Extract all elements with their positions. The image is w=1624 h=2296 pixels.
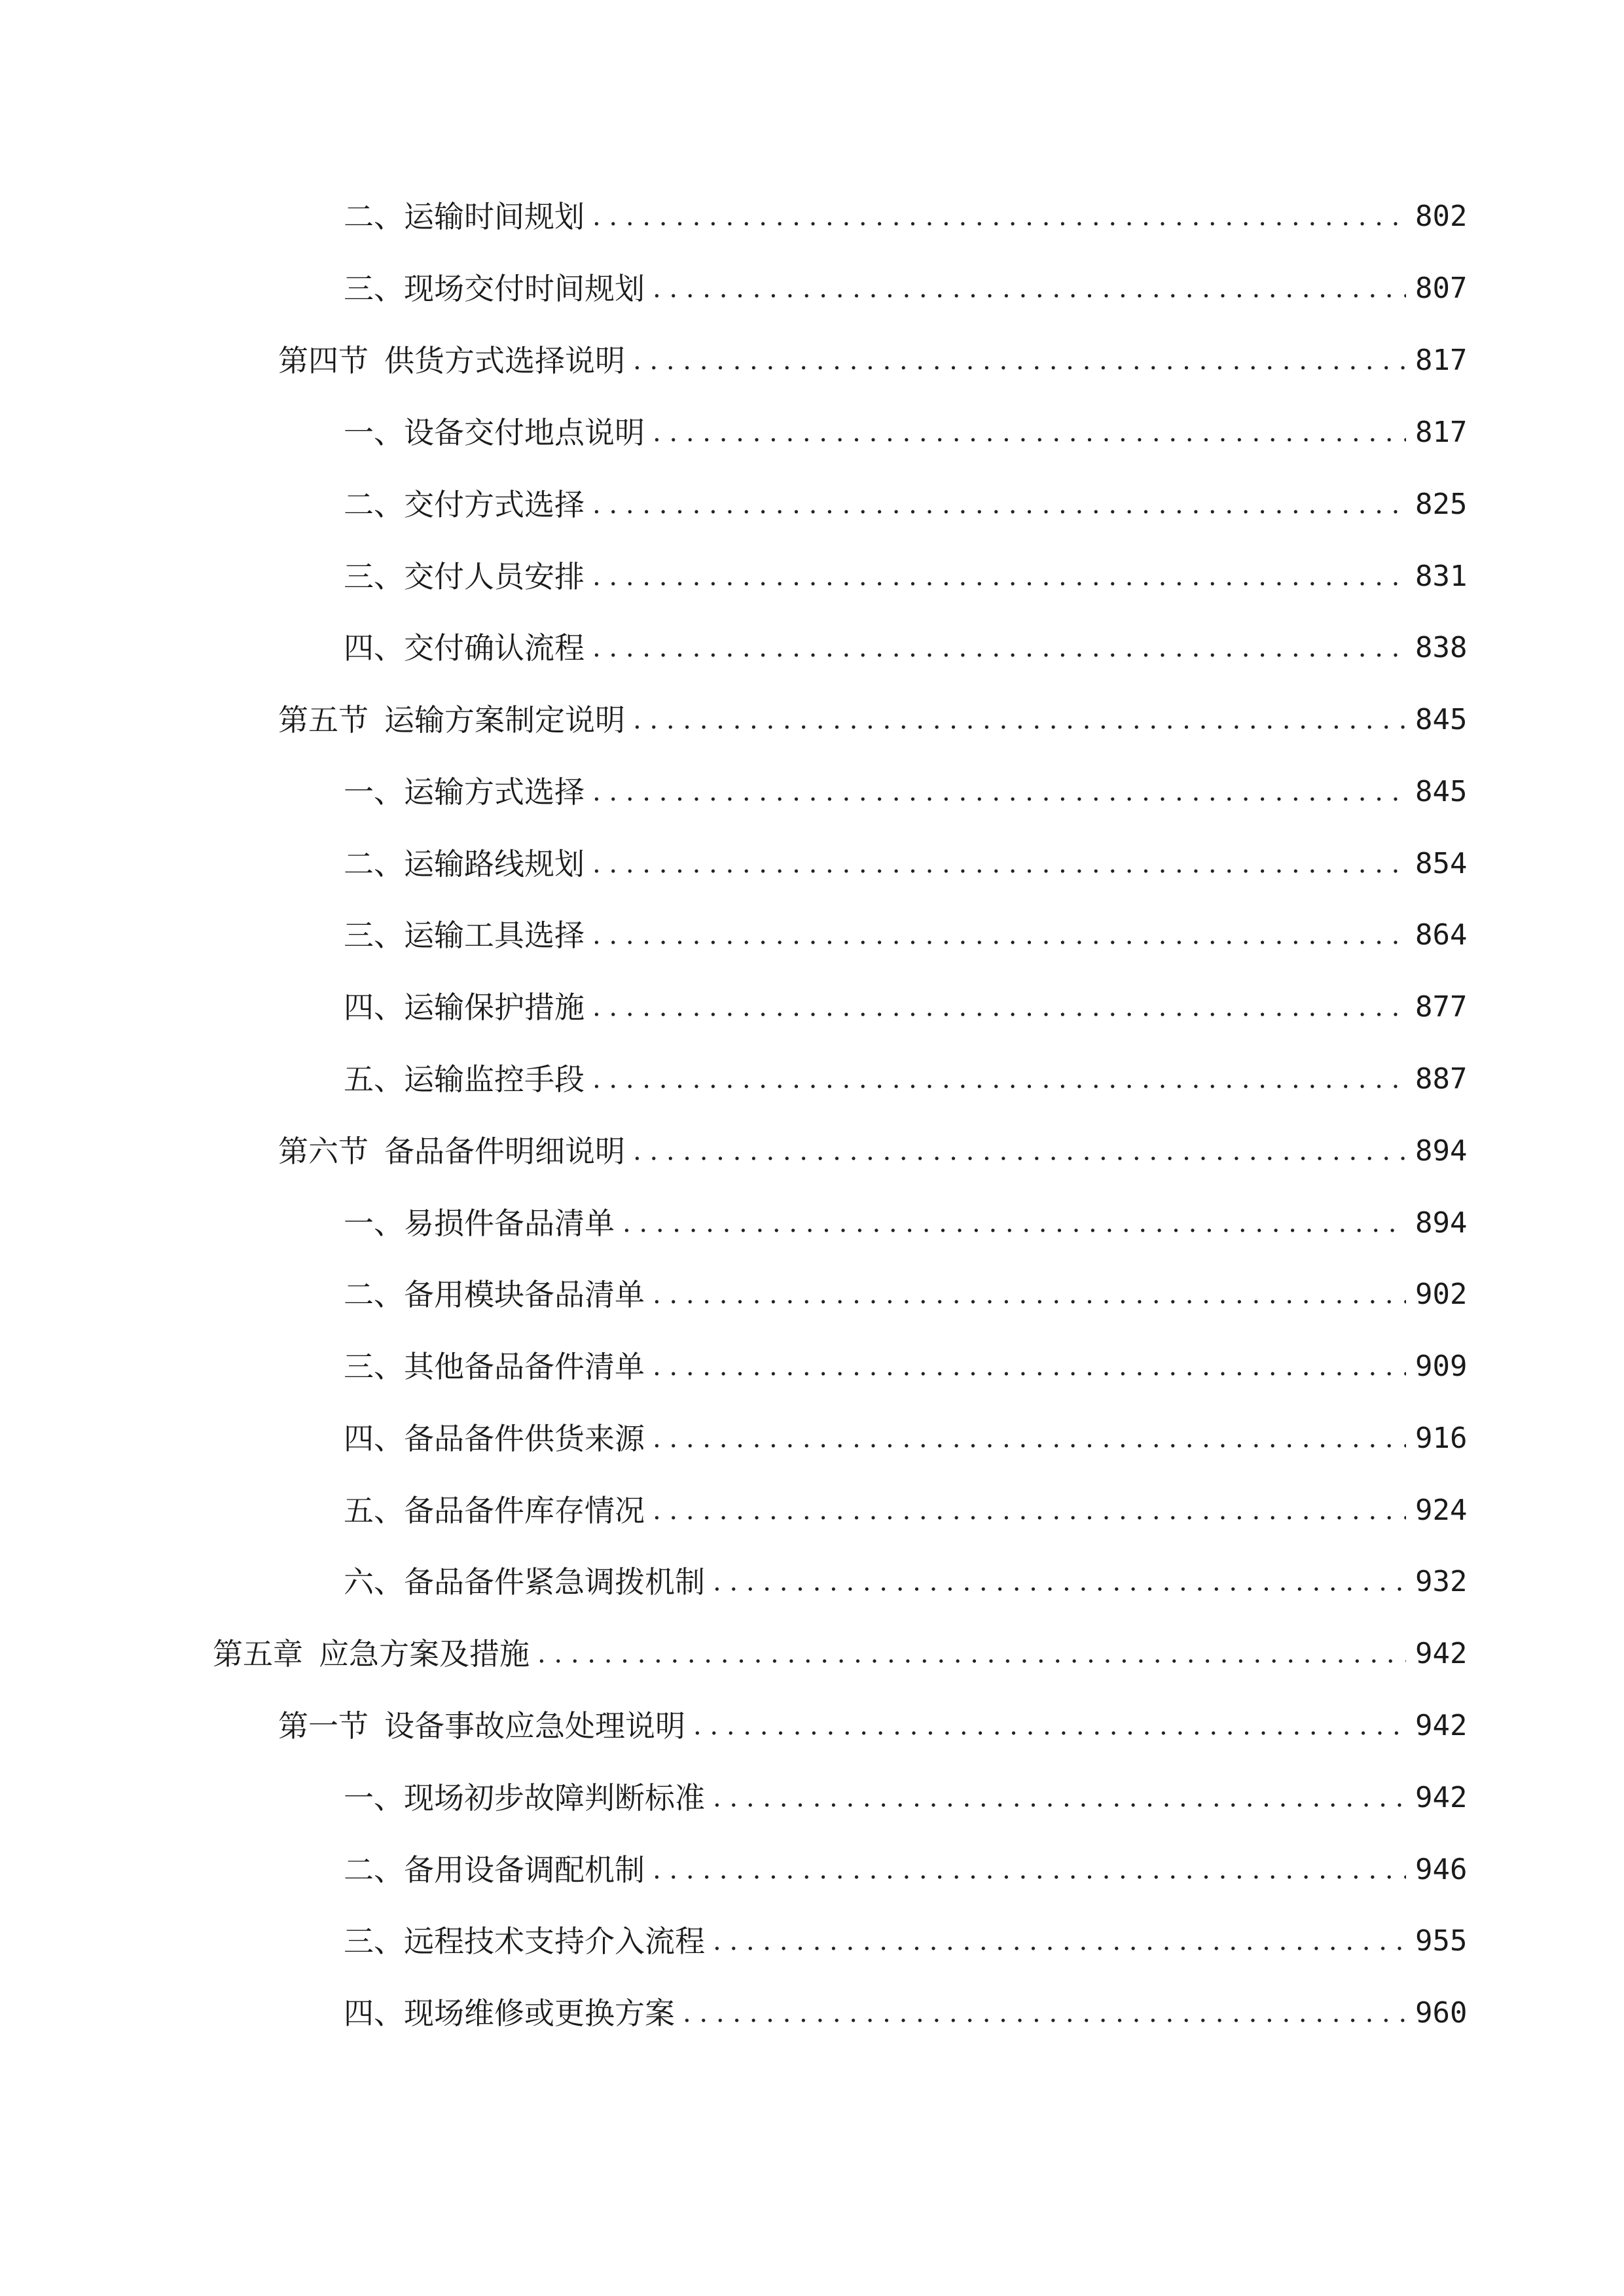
dot-leader xyxy=(592,554,1406,600)
entry-number: 第一节 xyxy=(278,1708,369,1744)
entry-page-number: 932 xyxy=(1415,1565,1468,1598)
entry-number: 三、 xyxy=(344,1349,404,1384)
toc-entry[interactable] xyxy=(344,769,1466,815)
entry-title: 备品备件库存情况 xyxy=(404,1493,645,1528)
dot-leader xyxy=(653,1488,1406,1534)
dot-leader xyxy=(592,769,1406,815)
entry-title: 运输保护措施 xyxy=(404,990,585,1025)
dot-leader xyxy=(592,841,1406,887)
dot-leader xyxy=(713,1775,1406,1821)
entry-title: 备用设备调配机制 xyxy=(404,1852,645,1888)
entry-page-number: 955 xyxy=(1415,1924,1468,1958)
entry-title: 备用模块备品清单 xyxy=(404,1277,645,1312)
entry-number: 五、 xyxy=(344,1493,404,1528)
entry-number: 三、 xyxy=(344,559,404,594)
toc-entry[interactable] xyxy=(213,1631,1466,1677)
entry-number: 二、 xyxy=(344,846,404,882)
dot-leader xyxy=(537,1631,1406,1677)
toc-entry[interactable] xyxy=(344,1200,1466,1246)
entry-number: 第四节 xyxy=(278,343,369,378)
toc-entry[interactable] xyxy=(344,266,1466,312)
entry-number: 一、 xyxy=(344,1780,404,1816)
entry-number: 一、 xyxy=(344,774,404,810)
entry-page-number: 802 xyxy=(1415,200,1468,233)
entry-number: 二、 xyxy=(344,199,404,234)
toc-entry[interactable] xyxy=(344,625,1466,671)
dot-leader xyxy=(592,912,1406,958)
entry-title: 现场交付时间规划 xyxy=(404,271,645,306)
entry-page-number: 916 xyxy=(1415,1422,1468,1455)
entry-page-number: 845 xyxy=(1415,703,1468,736)
dot-leader xyxy=(653,266,1406,312)
entry-title: 运输工具选择 xyxy=(404,918,585,953)
entry-title: 运输方案制定说明 xyxy=(384,702,625,738)
entry-page-number: 960 xyxy=(1415,1996,1468,2030)
toc-entry[interactable] xyxy=(278,1703,1466,1749)
toc-entry[interactable] xyxy=(344,194,1466,240)
entry-page-number: 946 xyxy=(1415,1853,1468,1886)
entry-number: 三、 xyxy=(344,1924,404,1959)
toc-entry[interactable] xyxy=(344,1918,1466,1964)
dot-leader xyxy=(633,338,1406,384)
toc-entry[interactable] xyxy=(344,1416,1466,1462)
entry-page-number: 831 xyxy=(1415,560,1468,593)
entry-number: 一、 xyxy=(344,1206,404,1241)
entry-page-number: 894 xyxy=(1415,1206,1468,1240)
entry-number: 第五章 xyxy=(213,1636,303,1672)
entry-title: 设备交付地点说明 xyxy=(404,415,645,450)
toc-entry[interactable] xyxy=(344,1272,1466,1318)
dot-leader xyxy=(653,1344,1406,1390)
entry-number: 三、 xyxy=(344,271,404,306)
entry-page-number: 909 xyxy=(1415,1350,1468,1383)
entry-number: 五、 xyxy=(344,1062,404,1097)
dot-leader xyxy=(592,194,1406,240)
entry-title: 交付确认流程 xyxy=(404,630,585,666)
entry-page-number: 817 xyxy=(1415,344,1468,377)
entry-number: 第六节 xyxy=(278,1134,369,1169)
entry-page-number: 845 xyxy=(1415,775,1468,808)
dot-leader xyxy=(592,984,1406,1030)
dot-leader xyxy=(693,1703,1406,1749)
entry-page-number: 864 xyxy=(1415,918,1468,952)
entry-title: 运输路线规划 xyxy=(404,846,585,882)
dot-leader xyxy=(592,1056,1406,1102)
entry-title: 交付方式选择 xyxy=(404,487,585,522)
entry-page-number: 825 xyxy=(1415,488,1468,521)
entry-number: 六、 xyxy=(344,1564,404,1600)
toc-entry[interactable] xyxy=(278,697,1466,743)
entry-number: 四、 xyxy=(344,1996,404,2031)
toc-entry[interactable] xyxy=(344,984,1466,1030)
entry-number: 二、 xyxy=(344,487,404,522)
dot-leader xyxy=(683,1990,1406,2036)
toc-entry[interactable] xyxy=(278,338,1466,384)
entry-title: 现场维修或更换方案 xyxy=(404,1996,675,2031)
toc-entry[interactable] xyxy=(344,1775,1466,1821)
entry-page-number: 877 xyxy=(1415,990,1468,1024)
dot-leader xyxy=(623,1200,1406,1246)
entry-title: 备品备件供货来源 xyxy=(404,1421,645,1456)
entry-title: 现场初步故障判断标准 xyxy=(404,1780,705,1816)
entry-title: 易损件备品清单 xyxy=(404,1206,615,1241)
dot-leader xyxy=(653,1272,1406,1318)
dot-leader xyxy=(653,410,1406,456)
entry-page-number: 942 xyxy=(1415,1781,1468,1814)
entry-page-number: 942 xyxy=(1415,1709,1468,1742)
entry-page-number: 817 xyxy=(1415,416,1468,449)
entry-number: 一、 xyxy=(344,415,404,450)
dot-leader xyxy=(633,697,1406,743)
dot-leader xyxy=(713,1918,1406,1964)
entry-page-number: 924 xyxy=(1415,1494,1468,1527)
entry-title: 运输监控手段 xyxy=(404,1062,585,1097)
entry-page-number: 894 xyxy=(1415,1134,1468,1168)
entry-title: 供货方式选择说明 xyxy=(384,343,625,378)
toc-entry[interactable] xyxy=(344,1990,1466,2036)
dot-leader xyxy=(653,1847,1406,1893)
toc-entry[interactable] xyxy=(278,1128,1466,1174)
dot-leader xyxy=(592,482,1406,528)
entry-number: 第五节 xyxy=(278,702,369,738)
entry-page-number: 807 xyxy=(1415,272,1468,305)
entry-title: 交付人员安排 xyxy=(404,559,585,594)
entry-title: 备品备件紧急调拨机制 xyxy=(404,1564,705,1600)
entry-title: 运输时间规划 xyxy=(404,199,585,234)
entry-title: 设备事故应急处理说明 xyxy=(384,1708,685,1744)
toc-entry[interactable] xyxy=(344,410,1466,456)
entry-title: 应急方案及措施 xyxy=(319,1636,530,1672)
entry-page-number: 902 xyxy=(1415,1278,1468,1311)
dot-leader xyxy=(633,1128,1406,1174)
toc-entry[interactable] xyxy=(344,1056,1466,1102)
toc-entry[interactable] xyxy=(344,841,1466,887)
entry-number: 四、 xyxy=(344,630,404,666)
dot-leader xyxy=(592,625,1406,671)
entry-number: 四、 xyxy=(344,990,404,1025)
toc-entry[interactable] xyxy=(344,1488,1466,1534)
toc-entry[interactable] xyxy=(344,554,1466,600)
entry-title: 远程技术支持介入流程 xyxy=(404,1924,705,1959)
dot-leader xyxy=(653,1416,1406,1462)
entry-page-number: 838 xyxy=(1415,631,1468,664)
entry-page-number: 942 xyxy=(1415,1637,1468,1670)
entry-number: 四、 xyxy=(344,1421,404,1456)
entry-title: 运输方式选择 xyxy=(404,774,585,810)
entry-title: 其他备品备件清单 xyxy=(404,1349,645,1384)
entry-page-number: 854 xyxy=(1415,847,1468,880)
dot-leader xyxy=(713,1559,1406,1605)
entry-page-number: 887 xyxy=(1415,1062,1468,1096)
toc-entry[interactable] xyxy=(344,1559,1466,1605)
entry-number: 二、 xyxy=(344,1852,404,1888)
entry-number: 三、 xyxy=(344,918,404,953)
entry-number: 二、 xyxy=(344,1277,404,1312)
toc-entry[interactable] xyxy=(344,1847,1466,1893)
toc-entry[interactable] xyxy=(344,482,1466,528)
toc-entry[interactable] xyxy=(344,912,1466,958)
entry-title: 备品备件明细说明 xyxy=(384,1134,625,1169)
toc-entry[interactable] xyxy=(344,1344,1466,1390)
